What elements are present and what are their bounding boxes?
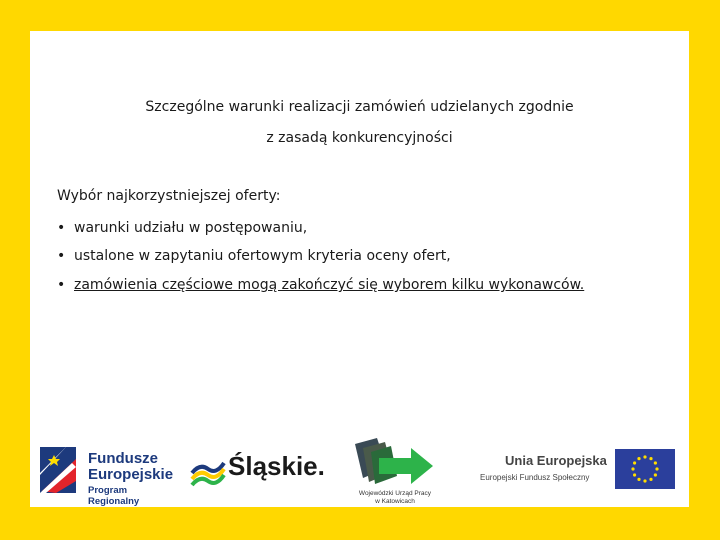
fundusze-line2: Europejskie xyxy=(88,466,174,483)
section-heading: Wybór najkorzystniejszej oferty: xyxy=(57,188,281,204)
eu-star-icon xyxy=(643,455,646,458)
logo-strip xyxy=(30,431,689,507)
fundusze-europejskie-icon xyxy=(36,441,82,499)
eu-star-icon xyxy=(633,473,636,476)
bullet-item xyxy=(57,248,451,264)
unia-europejska-logo xyxy=(475,447,680,492)
eu-star-icon xyxy=(649,457,652,460)
eu-star-icon xyxy=(631,467,634,470)
bullet-item xyxy=(57,220,307,236)
ue-line1: Unia Europejska xyxy=(505,453,607,468)
eu-star-icon xyxy=(637,457,640,460)
wup-arrow-icon xyxy=(345,436,445,488)
bullet-text: warunki udziału w postępowaniu, xyxy=(74,220,308,236)
ue-line2: Europejski Fundusz Społeczny xyxy=(480,473,590,482)
slaskie-text: Śląskie. xyxy=(228,451,325,481)
bullet-dot-icon: • xyxy=(57,248,66,264)
bullet-text: ustalone w zapytaniu ofertowym kryteria oceny ofert, xyxy=(74,248,451,264)
slide-title-line-2: z zasadą konkurencyjności xyxy=(266,130,453,146)
fundusze-line3: Program Regionalny xyxy=(88,485,140,507)
fundusze-europejskie-logo xyxy=(36,441,176,507)
slaskie-wave-icon xyxy=(190,451,226,491)
slaskie-logo xyxy=(190,451,325,491)
bullet-dot-icon: • xyxy=(57,220,66,236)
eu-star-icon xyxy=(643,479,646,482)
slide-title-line-1: Szczególne warunki realizacji zamówień udzielanych zgodnie xyxy=(145,99,574,115)
bullet-text: zamówienia częściowe mogą zakończyć się wyborem kilku wykonawców. xyxy=(74,277,585,293)
wup-line2: w Katowicach xyxy=(375,498,415,505)
eu-star-icon xyxy=(654,461,657,464)
slide xyxy=(30,31,689,507)
bullet-item xyxy=(57,277,584,293)
bullet-dot-icon: • xyxy=(57,277,66,293)
eu-flag-icon xyxy=(615,449,675,489)
eu-star-icon xyxy=(655,467,658,470)
eu-star-icon xyxy=(637,478,640,481)
wup-katowice-logo xyxy=(345,436,445,506)
fundusze-line1: Fundusze xyxy=(88,450,158,467)
eu-star-icon xyxy=(649,478,652,481)
wup-line1: Wojewódzki Urząd Pracy xyxy=(358,490,432,497)
eu-star-icon xyxy=(633,461,636,464)
eu-star-icon xyxy=(654,473,657,476)
